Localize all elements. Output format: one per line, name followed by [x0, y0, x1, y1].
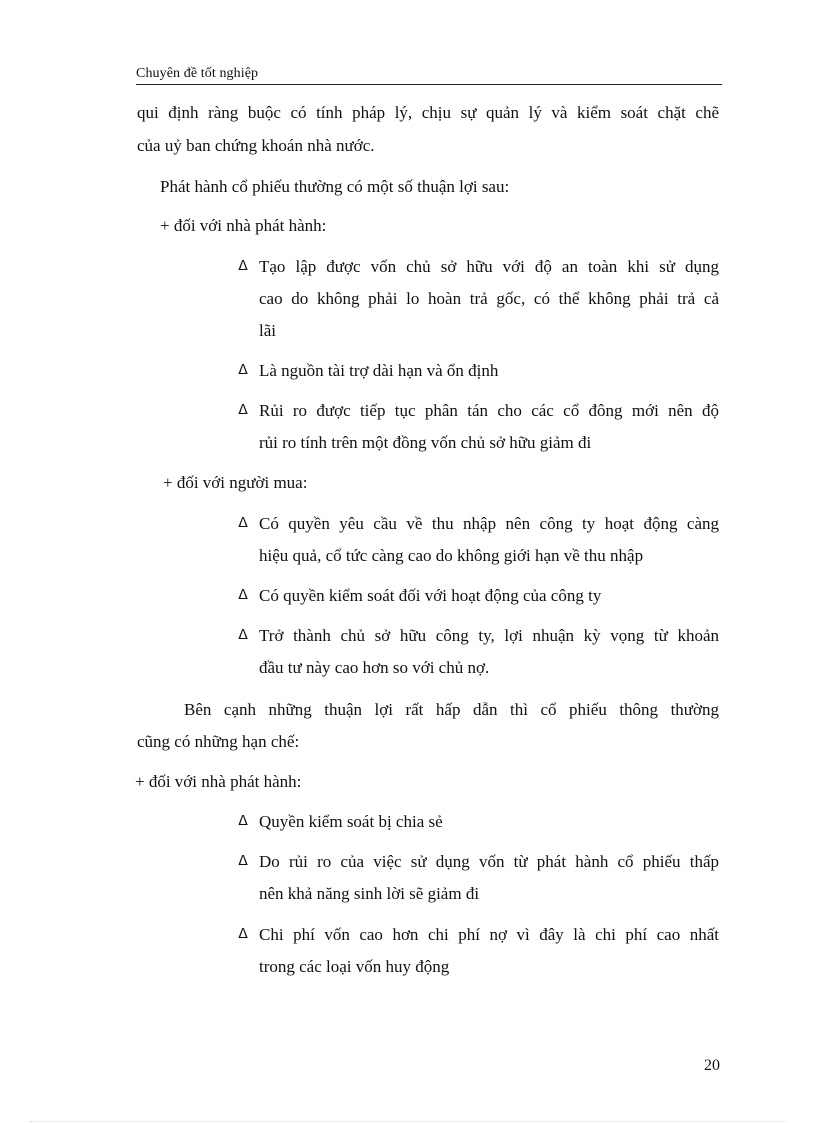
list-item-line: Có quyền yêu cầu về thu nhập nên công ty hoạt động càng [259, 514, 719, 533]
section-heading: + đối với nhà phát hành: [160, 216, 327, 235]
bullet-icon: ᐃ [238, 927, 248, 942]
paragraph-line: của uỷ ban chứng khoán nhà nước. [137, 136, 375, 155]
list-item-line: Rủi ro được tiếp tục phân tán cho các cổ đông mới nên độ [259, 401, 719, 420]
list-item-line: hiệu quả, cổ tức càng cao do không giới hạn về thu nhập [259, 546, 644, 565]
paragraph-line: Phát hành cổ phiếu thường có một số thuận lợi sau: [160, 177, 510, 196]
paragraph-line: qui định ràng buộc có tính pháp lý, chịu sự quản lý và kiểm soát chặt chẽ [137, 103, 719, 122]
paragraph-line: Bên cạnh những thuận lợi rất hấp dẫn thì cổ phiếu thông thường [184, 700, 719, 719]
page-number: 20 [704, 1057, 720, 1074]
bullet-icon: ᐃ [238, 403, 248, 418]
bullet-icon: ᐃ [238, 588, 248, 603]
paragraph-line: cũng có những hạn chế: [137, 732, 300, 751]
list-item-line: Quyền kiểm soát bị chia sẻ [259, 812, 443, 831]
page-bottom-border [30, 1121, 786, 1122]
bullet-icon: ᐃ [238, 363, 248, 378]
list-item-line: Có quyền kiểm soát đối với hoạt động của công ty [259, 586, 602, 605]
list-item-line: rủi ro tính trên một đồng vốn chủ sở hữu giảm đi [259, 433, 592, 452]
page-header [136, 64, 722, 85]
list-item-line: trong các loại vốn huy động [259, 957, 450, 976]
list-item-line: nên khả năng sinh lời sẽ giảm đi [259, 884, 480, 903]
list-item-line: Tạo lập được vốn chủ sở hữu với độ an toàn khi sử dụng [259, 257, 719, 276]
header-title: Chuyên đề tốt nghiệp [136, 66, 259, 81]
list-item-line: Chi phí vốn cao hơn chi phí nợ vì đây là chi phí cao nhất [259, 925, 719, 944]
list-item-line: đầu tư này cao hơn so với chủ nợ. [259, 658, 490, 677]
bullet-icon: ᐃ [238, 628, 248, 643]
section-heading: + đối với người mua: [163, 473, 308, 492]
list-item-line: Là nguồn tài trợ dài hạn và ổn định [259, 361, 499, 380]
bullet-icon: ᐃ [238, 854, 248, 869]
list-item-line: Do rủi ro của việc sử dụng vốn từ phát hành cổ phiếu thấp [259, 852, 719, 871]
list-item-line: cao do không phải lo hoàn trả gốc, có thể không phải trả cả [259, 289, 719, 308]
list-item-line: lãi [259, 321, 276, 340]
section-heading: + đối với nhà phát hành: [135, 772, 302, 791]
list-item-line: Trở thành chủ sở hữu công ty, lợi nhuận kỳ vọng từ khoản [259, 626, 719, 645]
bullet-icon: ᐃ [238, 814, 248, 829]
bullet-icon: ᐃ [238, 259, 248, 274]
bullet-icon: ᐃ [238, 516, 248, 531]
